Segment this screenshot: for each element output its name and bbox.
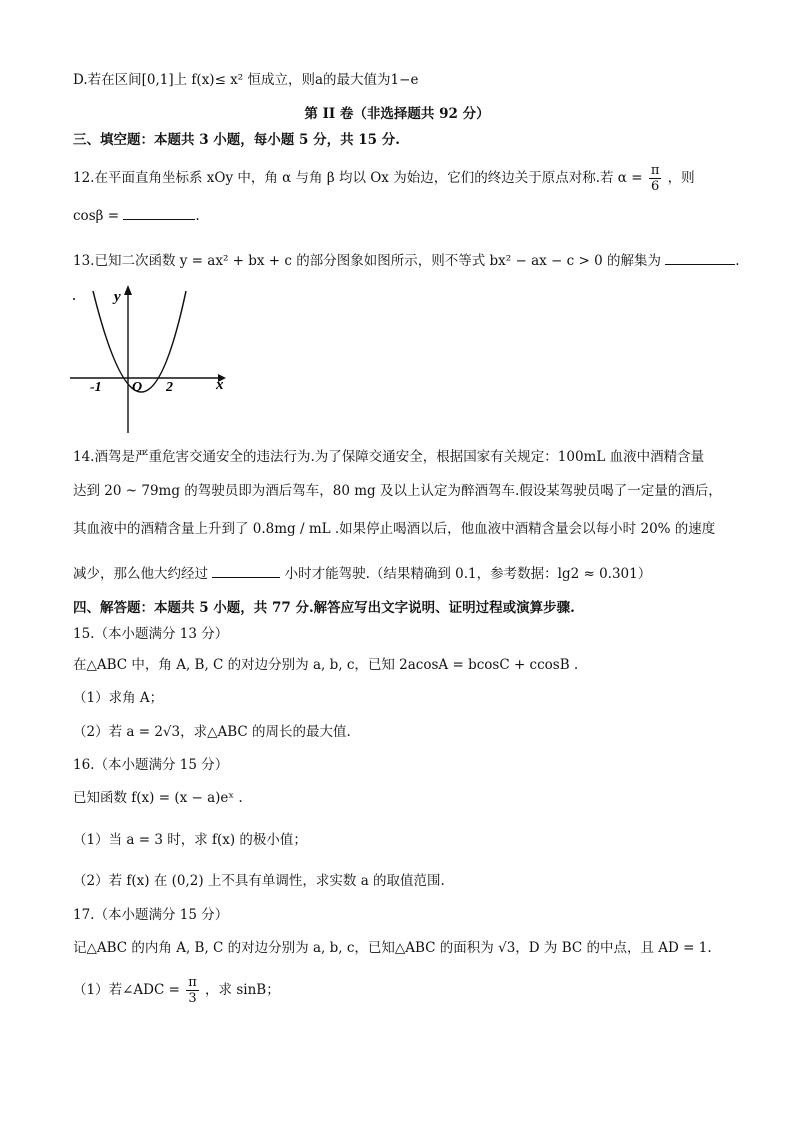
question-17-header: 17.（本小题满分 15 分）	[73, 907, 229, 923]
question-14-line-4	[73, 563, 651, 584]
question-14-tail: 小时才能驾驶.（结果精确到 0.1，参考数据：lg2 ≈ 0.301）	[284, 566, 652, 582]
y-label: y	[114, 289, 121, 305]
origin-label: O	[132, 380, 143, 395]
question-15-stem: 在△ABC 中，角 A, B, C 的对边分别为 a, b, c，已知 2acosA = bcosC + ccosB .	[73, 657, 579, 673]
question-12-line-1	[73, 163, 695, 194]
question-15-part-1: （1）求角 A；	[73, 690, 164, 706]
fraction-denominator: 6	[650, 179, 660, 194]
answer-blank[interactable]	[212, 563, 280, 578]
question-17-part-1-text: （1）若∠ADC =	[73, 982, 180, 998]
question-12-answer-prefix: cosβ =	[73, 208, 120, 224]
question-12-text: 12.在平面直角坐标系 xOy 中，角 α 与角 β 均以 Ox 为始边，它们的终边关于原点对称.若 α =	[73, 170, 643, 186]
question-16-part-2: （2）若 f(x) 在 (0,2) 上不具有单调性，求实数 a 的取值范围.	[73, 873, 445, 889]
tick-label-2: 2	[166, 380, 173, 395]
fraction-numerator: π	[188, 975, 197, 990]
question-16-header: 16.（本小题满分 15 分）	[73, 757, 229, 773]
fraction-denominator: 3	[188, 991, 197, 1006]
angle-fraction	[186, 975, 199, 1006]
question-16-part-1: （1）当 a = 3 时，求 f(x) 的极小值；	[73, 832, 307, 848]
question-15-part-2: （2）若 a = 2√3，求△ABC 的周长的最大值.	[73, 724, 351, 740]
question-16-stem: 已知函数 f(x) = (x − a)eˣ .	[73, 790, 243, 806]
question-14-line-3: 其血液中的酒精含量上升到了 0.8mg / mL .如果停止喝酒以后，他血液中酒精含量会以每小时 20% 的速度	[73, 521, 716, 537]
question-14-text: 减少，那么他大约经过	[73, 566, 208, 582]
option-d: D.若在区间[0,1]上 f(x)≤ x² 恒成立，则a的最大值为1−e	[73, 72, 419, 88]
parabola-curve	[93, 291, 186, 392]
question-17-part-1-tail: ，求 sinB；	[205, 982, 280, 998]
question-17-part-1	[73, 975, 280, 1006]
section-3-heading: 三、填空题：本题共 3 小题，每小题 5 分，共 15 分.	[73, 132, 400, 148]
parabola-graph	[68, 283, 228, 435]
tick-label-minus-1: -1	[90, 380, 102, 395]
question-14-line-1: 14.酒驾是严重危害交通安全的违法行为.为了保障交通安全，根据国家有关规定：100mL 血液中酒精含量	[73, 449, 705, 465]
question-13: 13.已知二次函数 y = ax² + bx + c 的部分图象如图所示，则不等式 bx² − ax − c > 0 的解集为 .	[73, 250, 740, 271]
x-label: x	[216, 377, 224, 393]
question-15-header: 15.（本小题满分 13 分）	[73, 626, 229, 642]
question-13-text: 13.已知二次函数 y = ax² + bx + c 的部分图象如图所示，则不等式 bx² − ax − c > 0 的解集为	[73, 253, 661, 269]
part-2-title: 第 II 卷（非选择题共 92 分）	[304, 106, 490, 122]
y-axis-arrow	[124, 285, 132, 295]
alpha-fraction	[649, 163, 662, 194]
question-12-line-2: cosβ = .	[73, 205, 200, 226]
answer-blank[interactable]	[665, 250, 735, 265]
question-17-stem: 记△ABC 的内角 A, B, C 的对边分别为 a, b, c，已知△ABC 的面积为 √3，D 为 BC 的中点，且 AD = 1.	[73, 940, 712, 956]
section-4-heading: 四、解答题：本题共 5 小题，共 77 分.解答应写出文字说明、证明过程或演算步骤.	[73, 600, 575, 616]
question-12-tail: ，则	[667, 170, 695, 186]
dot-mark	[73, 298, 75, 300]
fraction-numerator: π	[650, 163, 660, 178]
answer-blank[interactable]	[123, 205, 195, 220]
question-14-line-2: 达到 20 ~ 79mg 的驾驶员即为酒后驾车，80 mg 及以上认定为醉酒驾车.假设某驾驶员喝了一定量的酒后，	[73, 483, 722, 499]
